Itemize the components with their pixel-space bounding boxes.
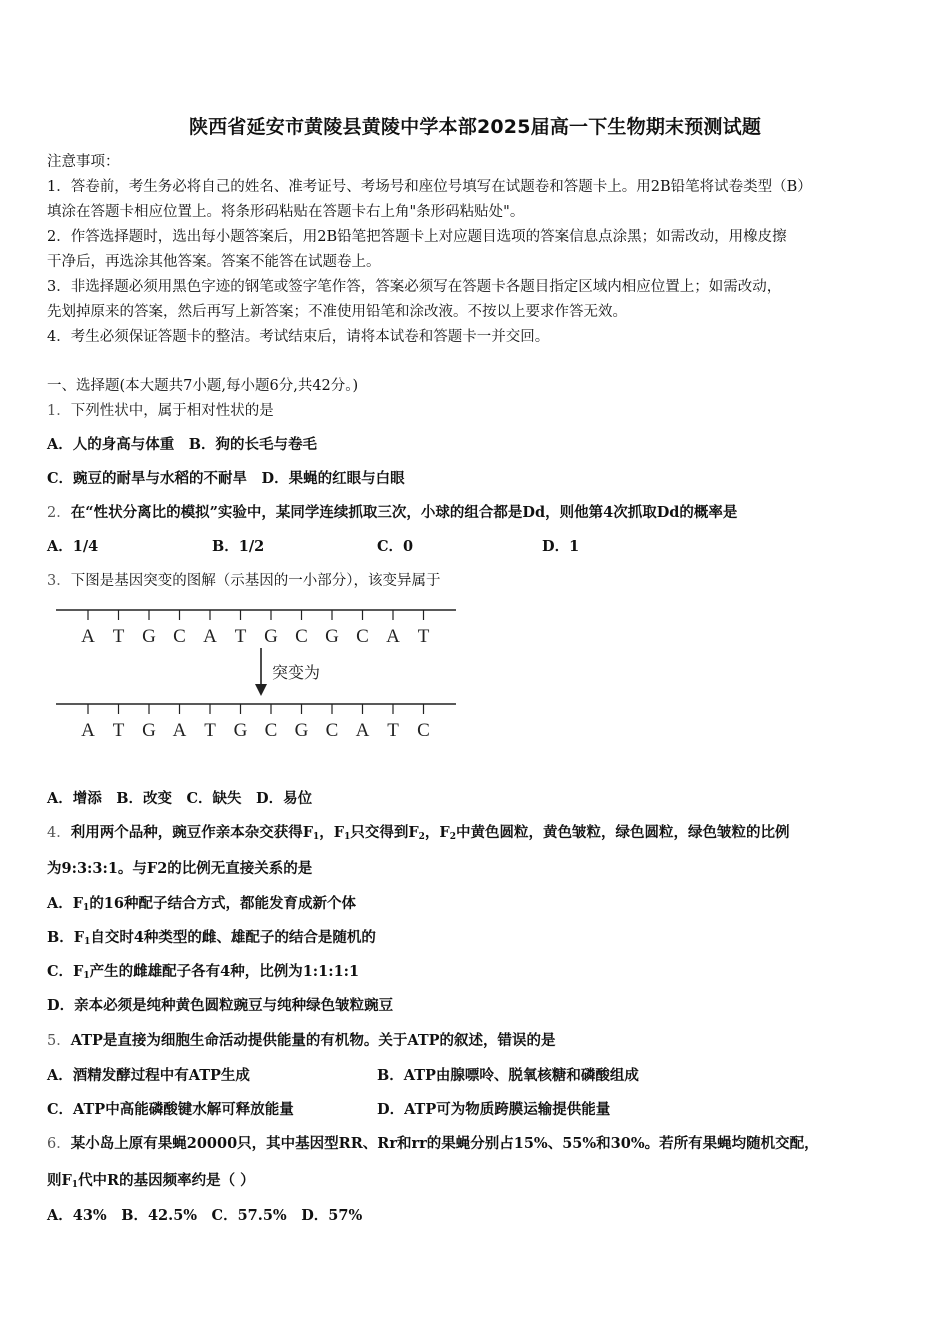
dna-base: G [142,626,156,647]
option-text: 产生的雌雄配子各有4种，比例为1:1:1:1 [89,963,360,980]
q4-option-a [47,894,907,918]
subscript: 1 [344,832,351,842]
dna-base: C [173,626,186,647]
question-stem: 下列性状中，属于相对性状的是 [70,403,274,419]
dna-base: C [264,720,278,741]
question-stem: 代中R的基因频率约是（ ） [78,1172,255,1189]
dna-base: T [234,626,247,647]
arrow-down-icon [255,684,267,696]
notice-line: 1．答卷前，考生务必将自己的姓名、准考证号、考场号和座位号填写在试题卷和答题卡上。用2B铅笔将试卷类型（B） [47,179,812,195]
subscript: 1 [83,971,90,981]
dna-base: T [387,720,399,741]
bottom-strand-bases [81,704,430,741]
option-d: D．1 [542,538,580,555]
top-strand-bases [81,610,430,647]
option-text: 的16种配子结合方式，都能发育成新个体 [89,895,356,912]
option-c: C．ATP中高能磷酸键水解可释放能量 [47,1101,294,1118]
question-number: 5． [47,1033,71,1049]
question-1 [47,401,907,421]
question-stem: 某小岛上原有果蝇20000只，其中基因型RR、Rr和rr的果蝇分别占15%、55%和30%。若所有果蝇均随机交配， [70,1135,819,1152]
notice-line: 先划掉原来的答案，然后再写上新答案；不准使用铅笔和涂改液。不按以上要求作答无效。 [47,304,627,320]
question-4 [47,823,907,847]
arrow-label: 突变为 [272,663,321,682]
option-a: A．酒精发酵过程中有ATP生成 [47,1067,250,1084]
dna-base: A [81,720,95,741]
dna-base: G [264,626,278,647]
dna-base: T [204,720,216,741]
question-stem: 则F [47,1172,72,1189]
option-text: 自交时4种类型的雌、雄配子的结合是随机的 [90,929,376,946]
question-stem: 在“性状分离比的模拟”实验中，某同学连续抓取三次，小球的组合都是Dd，则他第4次抓取Dd的概率是 [70,504,738,521]
subscript: 2 [449,832,456,842]
question-6 [47,1134,907,1154]
dna-base: C [295,626,308,647]
notice-line: 3．非选择题必须用黑色字迹的钢笔或签字笔作答，答案必须写在答题卡各题目指定区域内相应位置上；如需改动， [47,279,782,295]
question-stem: 只交得到F [350,824,419,841]
question-number: 1． [47,403,71,419]
question-stem: 利用两个品种，豌豆作亲本杂交获得F [70,824,314,841]
question-stem: ，F [319,824,345,841]
question-number: 2． [47,505,71,521]
subscript: 1 [313,832,320,842]
dna-base: G [233,720,248,741]
option-label: C．F [47,963,84,980]
option-b: B．ATP由腺嘌呤、脱氧核糖和磷酸组成 [377,1067,639,1084]
option-c: C．0 [377,538,414,555]
subscript: 2 [418,832,425,842]
gene-mutation-diagram [52,596,462,756]
section-heading: 一、选择题(本大题共7小题,每小题6分,共42分。) [47,378,359,394]
q4-option-d: D．亲本必须是纯种黄色圆粒豌豆与纯种绿色皱粒豌豆 [47,997,394,1014]
question-stem: 中黄色圆粒，黄色皱粒，绿色圆粒，绿色皱粒的比例 [455,824,790,841]
question-2 [47,503,907,523]
option-b: B．1/2 [212,538,265,555]
dna-base: G [142,720,156,741]
dna-base: A [386,626,400,647]
question-number: 4． [47,825,71,841]
option-label: B．F [47,929,85,946]
question-stem: 下图是基因突变的图解（示基因的一小部分），该变异属于 [70,573,441,589]
dna-base: C [356,626,369,647]
option-label: A．F [47,895,84,912]
dna-base: A [81,626,95,647]
question-stem: ，F [424,824,450,841]
question-number: 3． [47,573,71,589]
notice-heading: 注意事项： [47,154,120,170]
dna-base: T [112,720,125,741]
question-number: 6． [47,1136,71,1152]
option-d: D．ATP可为物质跨膜运输提供能量 [377,1101,611,1118]
question-5 [47,1031,907,1051]
q4-option-c [47,962,907,986]
q2-options [47,537,907,557]
q4-option-b [47,928,907,952]
q1-options-row1: A．人的身高与体重 B．狗的长毛与卷毛 [47,436,318,453]
question-4-continued: 为9:3:3:1。与F2的比例无直接关系的是 [47,860,313,877]
q5-options-row1 [47,1066,907,1086]
q3-options: A．增添 B．改变 C．缺失 D．易位 [47,790,313,807]
dna-base: A [355,720,370,741]
q1-options-row2: C．豌豆的耐旱与水稻的不耐旱 D．果蝇的红眼与白眼 [47,470,405,487]
dna-base: G [294,720,309,741]
subscript: 1 [84,937,91,947]
notice-line: 4．考生必须保证答题卡的整洁。考试结束后，请将本试卷和答题卡一并交回。 [47,329,550,345]
dna-base: T [417,626,430,647]
subscript: 1 [83,903,90,913]
option-a: A．1/4 [47,538,99,555]
dna-base: T [112,626,125,647]
dna-base: C [325,720,339,741]
dna-base: A [172,720,187,741]
subscript: 1 [71,1180,79,1190]
dna-base: C [417,720,430,741]
question-3 [47,571,907,591]
notice-line: 2．作答选择题时，选出每小题答案后，用2B铅笔把答题卡上对应题目选项的答案信息点涂黑；如需改动，用橡皮擦 [47,229,787,245]
dna-base: G [325,626,339,647]
notice-line: 干净后，再选涂其他答案。答案不能答在试题卷上。 [47,254,381,270]
page-title: 陕西省延安市黄陵县黄陵中学本部2025届高一下生物期末预测试题 [188,116,762,138]
q6-options: A．43% B．42.5% C．57.5% D．57% [47,1207,363,1224]
question-6-continued [47,1171,907,1195]
dna-base: A [203,626,217,647]
question-stem: ATP是直接为细胞生命活动提供能量的有机物。关于ATP的叙述，错误的是 [70,1032,556,1049]
q5-options-row2 [47,1100,907,1120]
notice-line: 填涂在答题卡相应位置上。将条形码粘贴在答题卡右上角"条形码粘贴处"。 [47,204,525,220]
